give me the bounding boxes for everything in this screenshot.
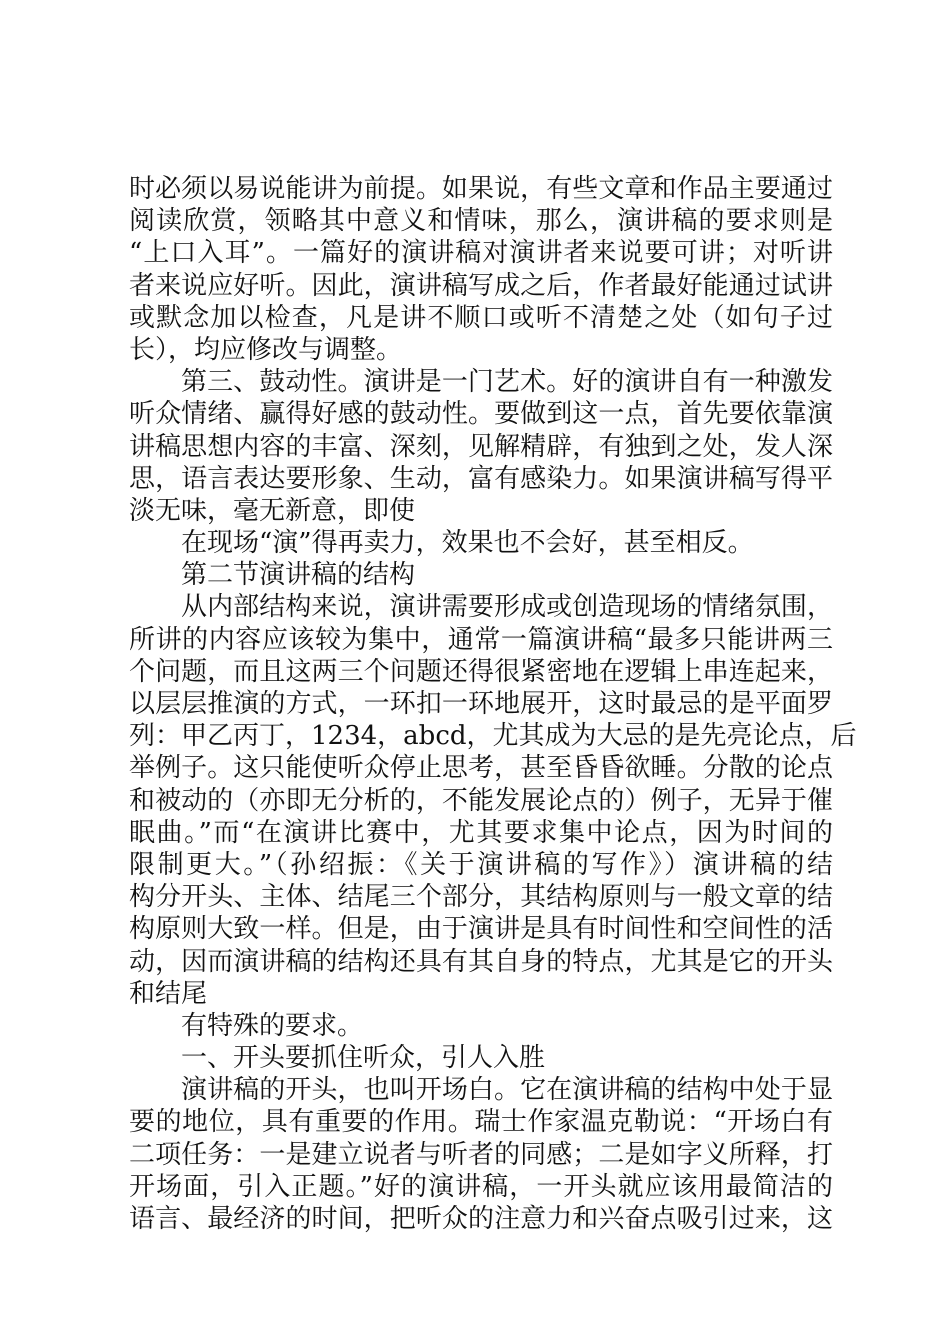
text-line: 长），均应修改与调整。: [129, 334, 403, 365]
text-line: 举例子。这只能使听众停止思考，甚至昏昏欲睡。分散的论点: [129, 753, 833, 784]
text-line: 演讲稿的开头，也叫开场白。它在演讲稿的结构中处于显: [181, 1075, 833, 1106]
text-line: 眠曲。”而“在演讲比赛中，尤其要求集中论点，因为时间的: [129, 817, 833, 848]
text-line: 限制更大。”（孙绍振：《关于演讲稿的写作》）演讲稿的结: [129, 849, 833, 880]
subsection-heading: 一、开头要抓住听众，引人入胜: [181, 1043, 546, 1074]
document-body: [129, 173, 857, 1235]
text-line: 开场面，引入正题。”好的演讲稿，一开头就应该用最简洁的: [129, 1171, 833, 1202]
text-line: 构分开头、主体、结尾三个部分，其结构原则与一般文章的结: [129, 882, 833, 913]
text-line: 以层层推演的方式，一环扣一环地展开，这时最忌的是平面罗: [129, 689, 833, 719]
text-line: 列：甲乙丙丁，1234，abcd，尤其成为大忌的是先亮论点，后: [129, 721, 857, 752]
text-line: “上口入耳”。一篇好的演讲稿对演讲者来说要可讲；对听讲: [129, 238, 833, 269]
text-line: 听众情绪、赢得好感的鼓动性。要做到这一点，首先要依靠演: [129, 399, 833, 430]
text-line: 阅读欣赏，领略其中意义和情味，那么，演讲稿的要求则是: [129, 206, 833, 237]
text-line: 要的地位，具有重要的作用。瑞士作家温克勒说：“开场白有: [129, 1107, 833, 1138]
text-line: 思，语言表达要形象、生动，富有感染力。如果演讲稿写得平: [129, 463, 833, 494]
text-line: 时必须以易说能讲为前提。如果说，有些文章和作品主要通过: [129, 174, 833, 204]
text-line: 个问题，而且这两三个问题还得很紧密地在逻辑上串连起来，: [129, 656, 833, 687]
text-line: 二项任务：一是建立说者与听者的同感；二是如字义所释，打: [129, 1139, 833, 1170]
section-heading: 第二节演讲稿的结构: [181, 560, 416, 591]
text-line: 在现场“演”得再卖力，效果也不会好，甚至相反。: [181, 528, 754, 559]
text-line: 构原则大致一样。但是，由于演讲是具有时间性和空间性的活: [129, 914, 833, 945]
text-line: 从内部结构来说，演讲需要形成或创造现场的情绪氛围，: [181, 592, 833, 623]
text-line: 讲稿思想内容的丰富、深刻，见解精辟，有独到之处，发人深: [129, 431, 833, 462]
text-line: 所讲的内容应该较为集中，通常一篇演讲稿“最多只能讲两三: [129, 624, 833, 655]
text-line: 动，因而演讲稿的结构还具有其自身的特点，尤其是它的开头: [129, 946, 833, 977]
text-line: 和被动的（亦即无分析的，不能发展论点的）例子，无异于催: [129, 785, 833, 816]
text-line: 语言、最经济的时间，把听众的注意力和兴奋点吸引过来，这: [129, 1204, 833, 1234]
text-line: 第三、鼓动性。演讲是一门艺术。好的演讲自有一种激发: [181, 367, 833, 398]
text-line: 有特殊的要求。: [181, 1010, 364, 1041]
text-line: 或默念加以检查，凡是讲不顺口或听不清楚之处（如句子过: [129, 302, 833, 333]
text-line: 淡无味，毫无新意，即使: [129, 495, 416, 526]
text-line: 和结尾: [129, 978, 208, 1009]
text-line: 者来说应好听。因此，演讲稿写成之后，作者最好能通过试讲: [129, 270, 833, 301]
